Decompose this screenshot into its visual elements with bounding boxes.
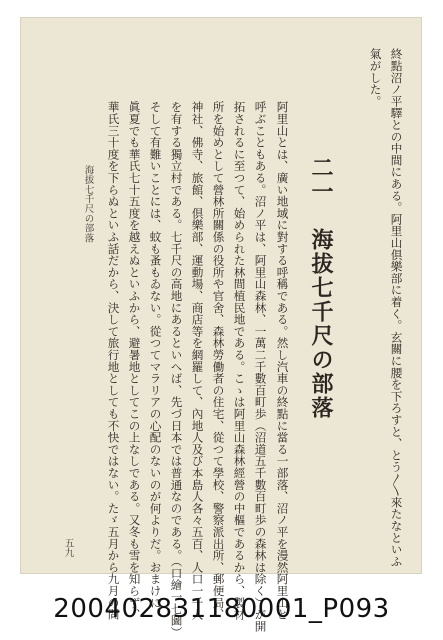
body-line-8: 眞夏でも華氏七十五度を越えぬといふから、避暑地としてこの上なしである。又冬も雪を知らず、	[127, 101, 142, 621]
page-number: 五九	[62, 538, 74, 558]
body-line-4: 所を始めとして營林所關係の役所や官舍、森林勞働者の住宅、從つて學校、警察派出所、郵便局、	[211, 101, 226, 621]
section-title: 二一 海拔七千尺の部落	[308, 156, 334, 420]
body-line-6: を有する獨立村である。七千尺の高地にあるといへば、先づ日本では普通なのである。（口繪一七圖）	[169, 101, 184, 638]
intro-line-2: 氣がした。	[368, 48, 383, 107]
body-line-9: 華氏三十度を下らぬといふ話だから、決して旅行地としても不快ではない。たゞ五月から九月の間	[106, 101, 121, 621]
body-line-1: 阿里山とは、廣い地域に對する呼稱である。然し汽車の終點に當る一部落、沼ノ平を漫然阿里山と	[275, 101, 290, 621]
running-title: 海拔七千尺の部落	[82, 165, 94, 243]
image-id-label: 200402831180001_P093	[53, 594, 390, 624]
body-line-3: 拓されるに至つて、始められた林間植民地である。こゝは阿里山森林經營の中樞であるから、製材	[232, 101, 247, 621]
intro-line-1: 終點沼ノ平驛との中間にある。阿里山倶樂部に着く。玄關に腰を下ろすと、とう〳〵來たなといふ	[389, 48, 404, 567]
body-line-7: そして有難いことには、蚊も蚤もゐない。從つてマラリアの心配のないのが何よりだ。おまけに、	[148, 101, 163, 621]
body-line-5: 神社、佛寺、旅館、倶樂部、運動場、商店等を網羅して、內地人及び本島人各々五百、人口一千人	[190, 101, 205, 621]
body-line-2: 呼ぶこともある。沼ノ平は、阿里山森林、一萬二千數百町歩（沼道五千數百町歩の森林は除く）が開	[253, 101, 268, 632]
